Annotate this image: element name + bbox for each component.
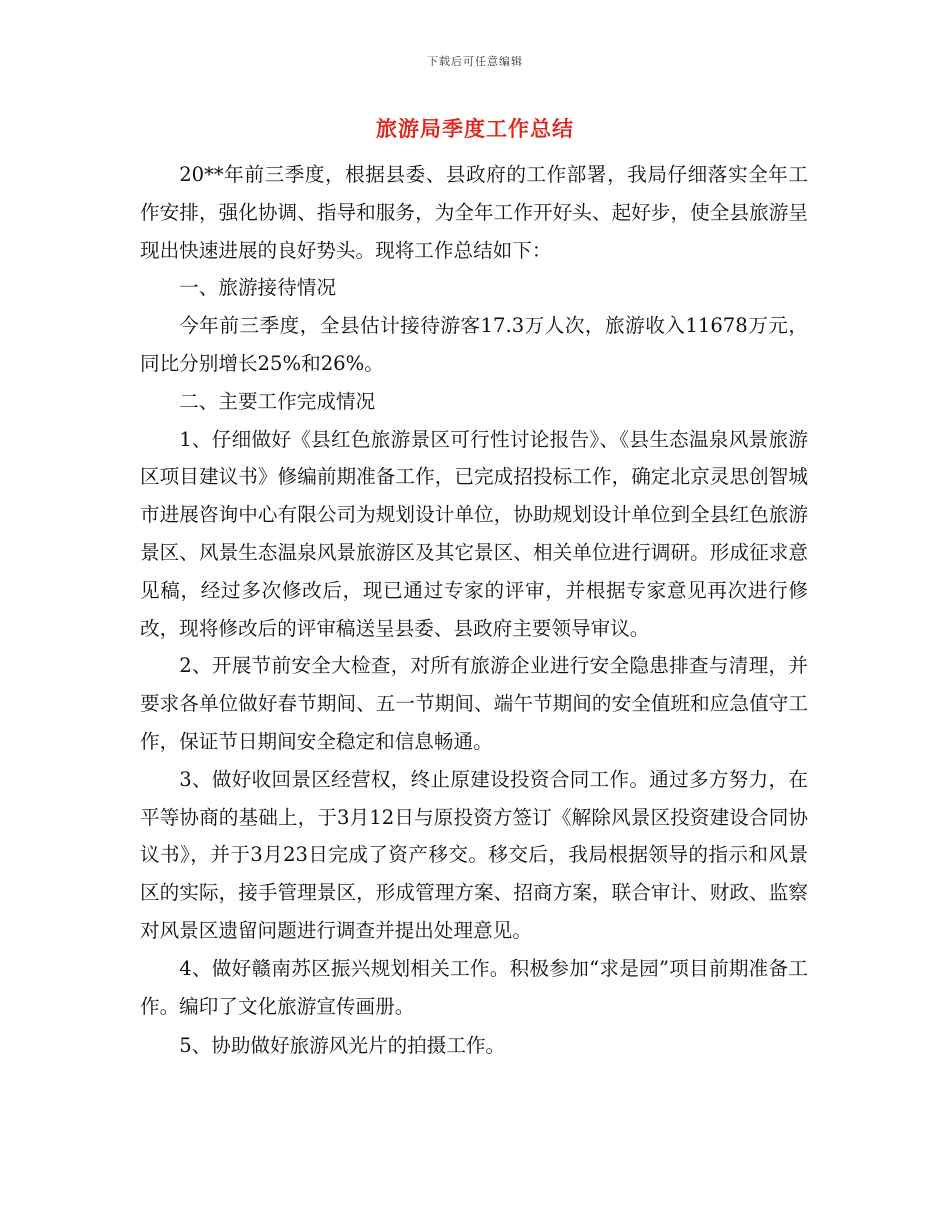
- work-item-3: 3、做好收回景区经营权，终止原建设投资合同工作。通过多方努力，在平等协商的基础上，于3月12日与原投资方签订《解除风景区投资建设合同协议书》，并于3月23日完成了资产移交。移交后，我局根据领导的指示和风景区的实际，接手管理景区，形成管理方案、招商方案，联合审计、财政、监察对风景区遗留问题进行调查并提出处理意见。: [140, 767, 808, 942]
- work-item-4: 4、做好赣南苏区振兴规划相关工作。积极参加“求是园”项目前期准备工作。编印了文化旅游宣传画册。: [140, 956, 808, 1018]
- document-body: [140, 156, 808, 1065]
- intro-paragraph: 20**年前三季度，根据县委、县政府的工作部署，我局仔细落实全年工作安排，强化协调、指导和服务，为全年工作开好头、起好步，使全县旅游呈现出快速进展的良好势头。现将工作总结如下：: [140, 163, 808, 262]
- download-note: 下载后可任意编辑: [427, 55, 523, 68]
- section-heading-reception: 一、旅游接待情况: [179, 276, 336, 300]
- document-title: 旅游局季度工作总结: [376, 117, 574, 141]
- work-item-5: 5、协助做好旅游风光片的拍摄工作。: [179, 1034, 506, 1058]
- reception-paragraph: 今年前三季度，全县估计接待游客17.3万人次，旅游收入11678万元，同比分别增长25%和26%。: [140, 314, 808, 375]
- work-item-1: 1、仔细做好《县红色旅游景区可行性讨论报告》、《县生态温泉风景旅游区项目建议书》修编前期准备工作，已完成招投标工作，确定北京灵思创智城市进展咨询中心有限公司为规划设计单位，协助规划设计单位到全县红色旅游景区、风景生态温泉风景旅游区及其它景区、相关单位进行调研。形成征求意见稿，经过多次修改后，现已通过专家的评审，并根据专家意见再次进行修改，现将修改后的评审稿送呈县委、县政府主要领导审议。: [140, 427, 808, 640]
- section-heading-work: 二、主要工作完成情况: [179, 389, 376, 413]
- work-item-2: 2、开展节前安全大检查，对所有旅游企业进行安全隐患排查与清理，并要求各单位做好春节期间、五一节期间、端午节期间的安全值班和应急值守工作，保证节日期间安全稳定和信息畅通。: [140, 654, 808, 753]
